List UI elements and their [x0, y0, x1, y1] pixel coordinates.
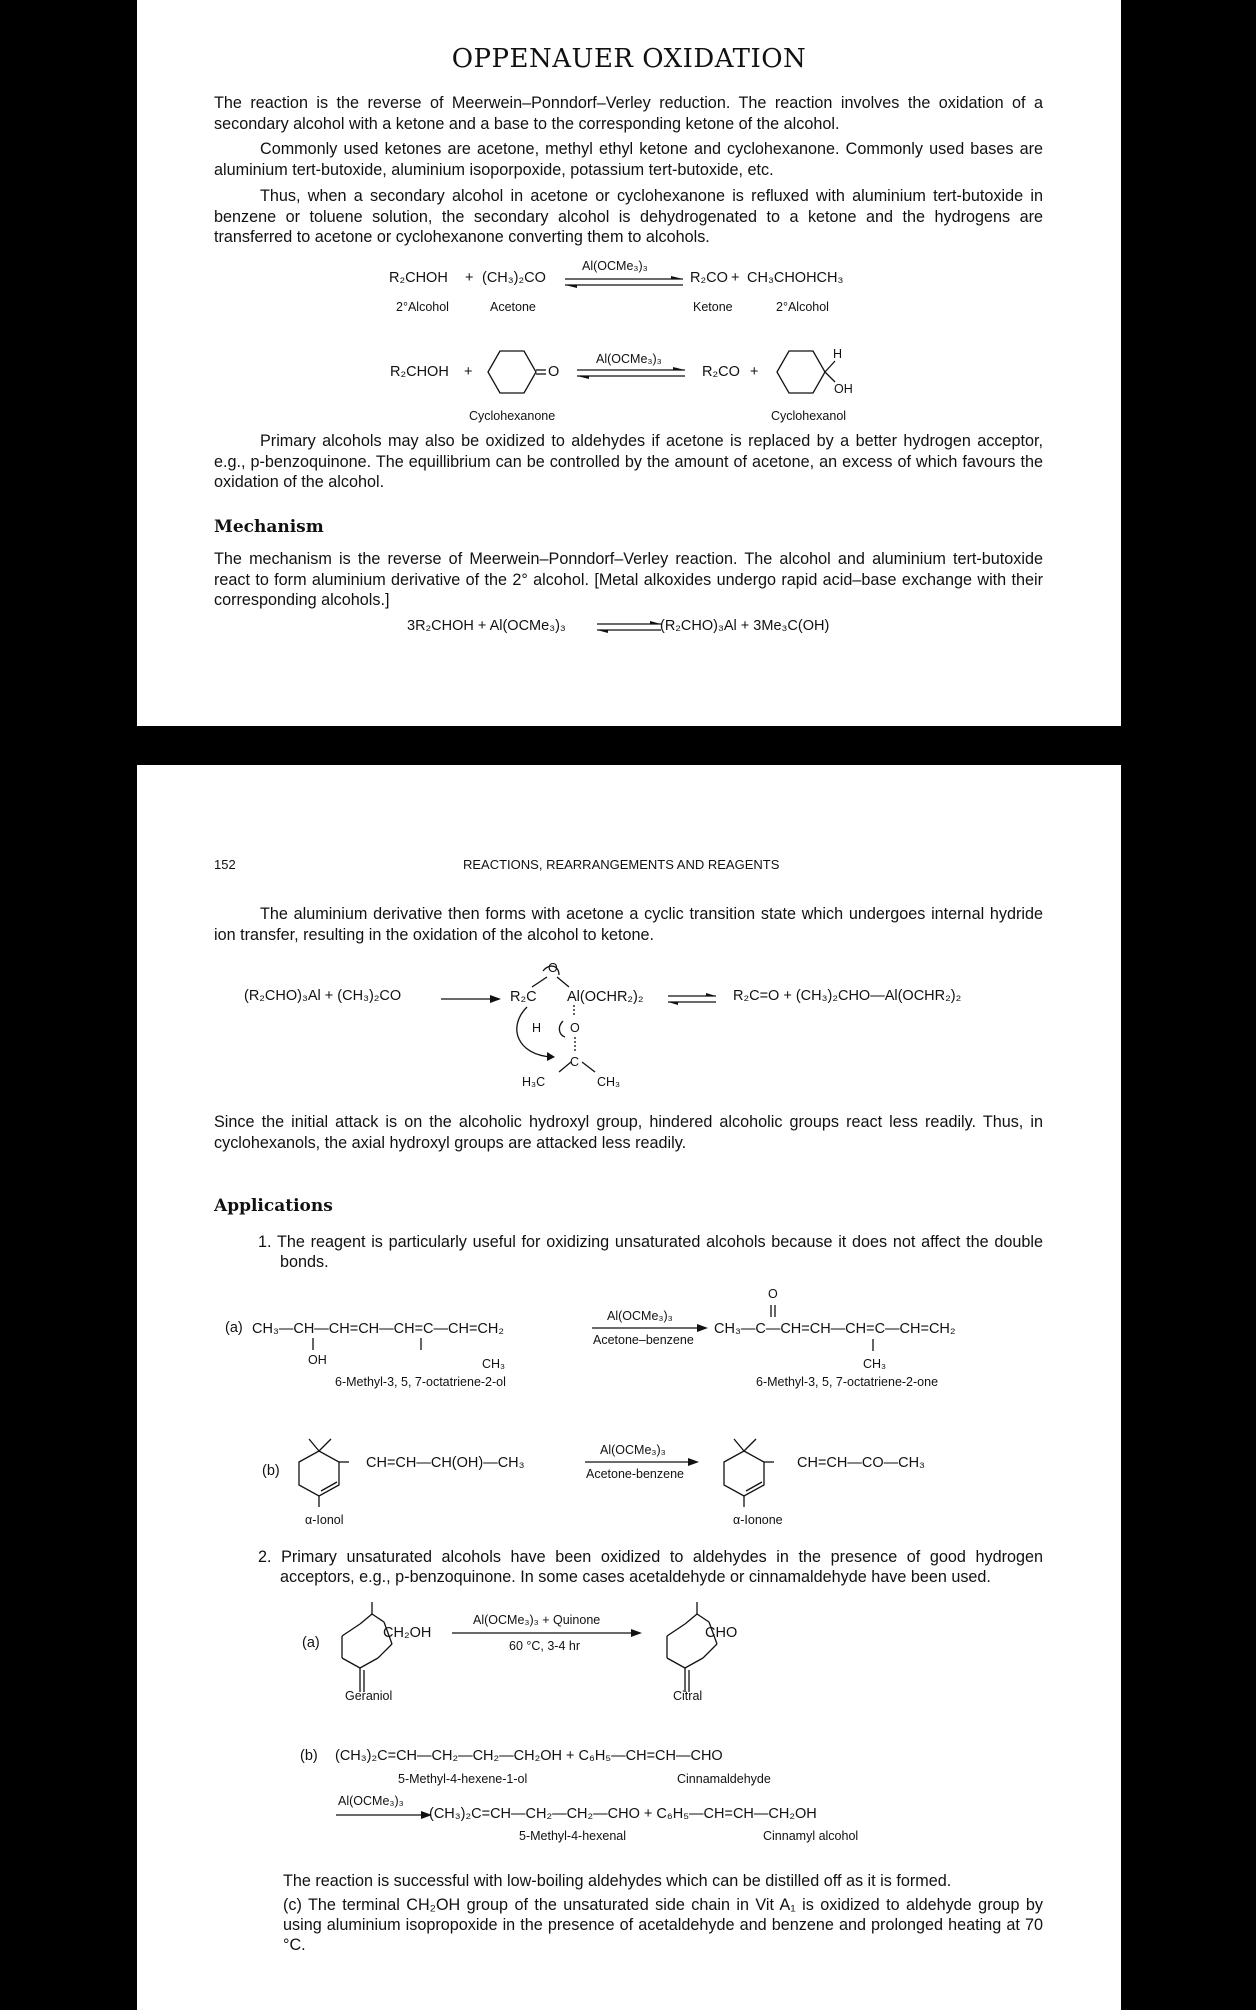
eq1-label-r2: Acetone — [490, 300, 536, 314]
eqb-name-product: α-Ionone — [733, 1513, 783, 1527]
mech-equilibrium-arrow — [668, 993, 718, 1007]
eq1-label-p1: Ketone — [693, 300, 733, 314]
eq2a-group-reactant: CH₂OH — [383, 1625, 432, 1641]
eq2-label-cyclohexanone: Cyclohexanone — [469, 409, 556, 423]
eq1-plus-2: + — [731, 270, 740, 286]
eq3-equilibrium-arrow — [597, 621, 663, 635]
eqb-reagent-top: Al(OCMe₃)₃ — [600, 1443, 666, 1457]
list-item-2 — [258, 1547, 1043, 1587]
eq1-reagent: Al(OCMe₃)₃ — [582, 259, 648, 273]
eq2a-arrow — [452, 1629, 648, 1639]
eq2a-name-reactant: Geraniol — [345, 1689, 393, 1703]
paragraph-primary-alcohols: Primary alcohols may also be oxidized to aldehydes if acetone is replaced by a better hydrogen acceptor, e.g., p-benzoquinone. The equillibrium can be controlled by the amount of acetone, an excess of which favours the oxidation of the alcohol. — [214, 432, 1043, 491]
eqa-reagent-top: Al(OCMe₃)₃ — [607, 1309, 673, 1323]
eqb-chain-reactant: CH=CH—CH(OH)—CH₃ — [366, 1455, 525, 1471]
paragraph-initial-attack: Since the initial attack is on the alcoholic hydroxyl group, hindered alcoholic groups react less readily. Thus, in cyclohexanols, the axial hydroxyl groups are attacked less readily. — [214, 1113, 1043, 1152]
eq2-product1: R₂CO — [702, 364, 740, 380]
page-1 — [137, 0, 1121, 726]
eqa-ch3-product: CH₃ — [863, 1357, 887, 1371]
eq2b-label: (b) — [300, 1748, 318, 1764]
eq2-equilibrium-arrow — [577, 367, 687, 381]
heading-mechanism: Mechanism — [214, 517, 324, 537]
paragraph-thus: Thus, when a secondary alcohol in acetone or cyclohexanone is refluxed with aluminium tert-butoxide in benzene or toluene solution, the secondary alcohol is dehydrogenated to a ketone and the hydrogens are transferred to acetone or cyclohexanone converting them to alcohols. — [214, 187, 1043, 246]
page-number: 152 — [214, 857, 236, 872]
paragraph-low-boiling: The reaction is successful with low-boiling aldehydes which can be distilled off as it is formed. — [283, 1872, 952, 1890]
eq2-reagent: Al(OCMe₃)₃ — [596, 352, 662, 366]
eqb-label: (b) — [262, 1463, 280, 1479]
mech-o-top: O — [548, 961, 558, 975]
eq2-label-cyclohexanol: Cyclohexanol — [771, 409, 847, 423]
paragraph-mechanism: The mechanism is the reverse of Meerwein–Ponndorf–Verley reaction. The alcohol and aluminium tert-butoxide react to form aluminium derivative of the 2° alcohol. [Metal alkoxides undergo rapid acid–base exchange with their corresponding alcohols.] — [214, 550, 1043, 609]
list-item-2-text: 2. Primary unsaturated alcohols have been oxidized to aldehydes in the presence of good hydrogen acceptors, e.g., p-benzoquinone. In some cases acetaldehyde or cinnamaldehyde have been used. — [258, 1548, 1043, 1586]
eqa-o: O — [768, 1287, 778, 1301]
eqa-reactant: CH₃—CH—CH=CH—CH=C—CH=CH₂ — [252, 1321, 505, 1337]
eq1-reactant1: R₂CHOH — [389, 270, 448, 286]
heading-applications: Applications — [214, 1196, 333, 1216]
eqa-product: CH₃—C—CH=CH—CH=C—CH=CH₂ — [714, 1321, 956, 1337]
mech-right: R₂C=O + (CH₃)₂CHO—Al(OCHR₂)₂ — [733, 988, 962, 1004]
eqa-oh: OH — [308, 1353, 327, 1367]
alpha-ionol-ring — [287, 1433, 377, 1517]
eq2b-reagent: Al(OCMe₃)₃ — [338, 1794, 404, 1808]
paragraph-vit-a1: (c) The terminal CH₂OH group of the unsaturated side chain in Vit A₁ is oxidized to aldehyde group by using aluminium isopropoxide in the presence of acetaldehyde and benzene and prolonged heating at 70 °C. — [283, 1896, 1043, 1954]
eqb-chain-product: CH=CH—CO—CH₃ — [797, 1455, 925, 1471]
eq2b-name3: 5-Methyl-4-hexenal — [519, 1829, 626, 1843]
eq2b-name4: Cinnamyl alcohol — [763, 1829, 859, 1843]
eq2-plus-2: + — [750, 364, 759, 380]
cyclohexanone-ring — [482, 345, 560, 405]
eq2a-name-product: Citral — [673, 1689, 703, 1703]
eq2b-name2: Cinnamaldehyde — [677, 1772, 771, 1786]
mech-c: C — [570, 1055, 580, 1069]
mech-arrow-1 — [441, 995, 503, 1005]
eq2b-line1: (CH₃)₂C=CH—CH₂—CH₂—CH₂OH + C₆H₅—CH=CH—CHO — [335, 1748, 723, 1764]
list-item-1-text: 1. The reagent is particularly useful for oxidizing unsaturated alcohols because it does not affect the double bonds. — [258, 1233, 1043, 1271]
mech-ch3: CH₃ — [597, 1075, 621, 1089]
mech-o-mid: O — [570, 1021, 580, 1035]
running-header: REACTIONS, REARRANGEMENTS AND REAGENTS — [463, 857, 780, 872]
eqa-name-product: 6-Methyl-3, 5, 7-octatriene-2-one — [756, 1375, 939, 1389]
mech-al: Al(OCHR₂)₂ — [567, 989, 644, 1005]
eq1-equilibrium-arrow — [565, 276, 685, 290]
page-title: OPPENAUER OXIDATION — [451, 44, 807, 74]
cyclohexanol-oh: OH — [834, 382, 853, 396]
eq2a-label: (a) — [302, 1635, 320, 1651]
eqa-label: (a) — [225, 1320, 243, 1336]
eqa-reagent-bottom: Acetone–benzene — [593, 1333, 694, 1347]
mech-left: (R₂CHO)₃Al + (CH₃)₂CO — [244, 988, 402, 1004]
eqb-name-reactant: α-Ionol — [305, 1513, 344, 1527]
alpha-ionone-ring — [712, 1433, 802, 1517]
cyclohexanol-h: H — [833, 347, 843, 361]
mech-h3c: H₃C — [522, 1075, 546, 1089]
eq1-product1: R₂CO — [690, 270, 728, 286]
eq2b-line2: (CH₃)₂C=CH—CH₂—CH₂—CHO + C₆H₅—CH=CH—CH₂OH — [429, 1806, 817, 1822]
paragraph-transition-state: The aluminium derivative then forms with acetone a cyclic transition state which undergoes internal hydride ion transfer, resulting in the oxidation of the alcohol to ketone. — [214, 905, 1043, 944]
eqa-ch3-reactant: CH₃ — [482, 1357, 506, 1371]
mech-h: H — [532, 1021, 542, 1035]
paragraph-intro: The reaction is the reverse of Meerwein–Ponndorf–Verley reduction. The reaction involves the oxidation of a secondary alcohol with a ketone and a base to the corresponding ketone of the alcohol. — [214, 94, 1043, 133]
eq2-reactant1: R₂CHOH — [390, 364, 449, 380]
eqa-name-reactant: 6-Methyl-3, 5, 7-octatriene-2-ol — [335, 1375, 506, 1389]
eq2a-reagent-bottom: 60 °C, 3-4 hr — [509, 1639, 581, 1653]
cyclohexanone-oxygen: O — [548, 364, 560, 380]
eq2a-reagent-top: Al(OCMe₃)₃ + Quinone — [473, 1613, 601, 1627]
mech-r2c: R₂C — [510, 989, 537, 1005]
list-item-1 — [258, 1232, 1043, 1272]
mech-transition-state-bonds — [507, 965, 607, 1085]
eq1-label-p2: 2°Alcohol — [776, 300, 829, 314]
page-2 — [137, 765, 1121, 2010]
eqb-reagent-bottom: Acetone-benzene — [586, 1467, 684, 1481]
eq2a-group-product: CHO — [705, 1625, 738, 1641]
eq1-reactant2: (CH₃)₂CO — [482, 270, 546, 286]
eq1-plus: + — [465, 270, 474, 286]
eq3-left: 3R₂CHOH + Al(OCMe₃)₃ — [407, 618, 566, 634]
eq2b-arrow — [336, 1811, 436, 1821]
eqa-product-bonds — [767, 1303, 887, 1359]
paragraph-ketones: Commonly used ketones are acetone, methyl ethyl ketone and cyclohexanone. Commonly used bases are aluminium tert-butoxide, aluminium isoporpoxide, potassium tert-butoxide, etc. — [214, 140, 1043, 179]
eq2-plus: + — [464, 364, 473, 380]
eq1-label-r1: 2°Alcohol — [396, 300, 449, 314]
eq1-product2: CH₃CHOHCH₃ — [747, 270, 844, 286]
eq3-right: (R₂CHO)₃Al + 3Me₃C(OH) — [660, 618, 830, 634]
eq2b-name1: 5-Methyl-4-hexene-1-ol — [398, 1772, 528, 1786]
